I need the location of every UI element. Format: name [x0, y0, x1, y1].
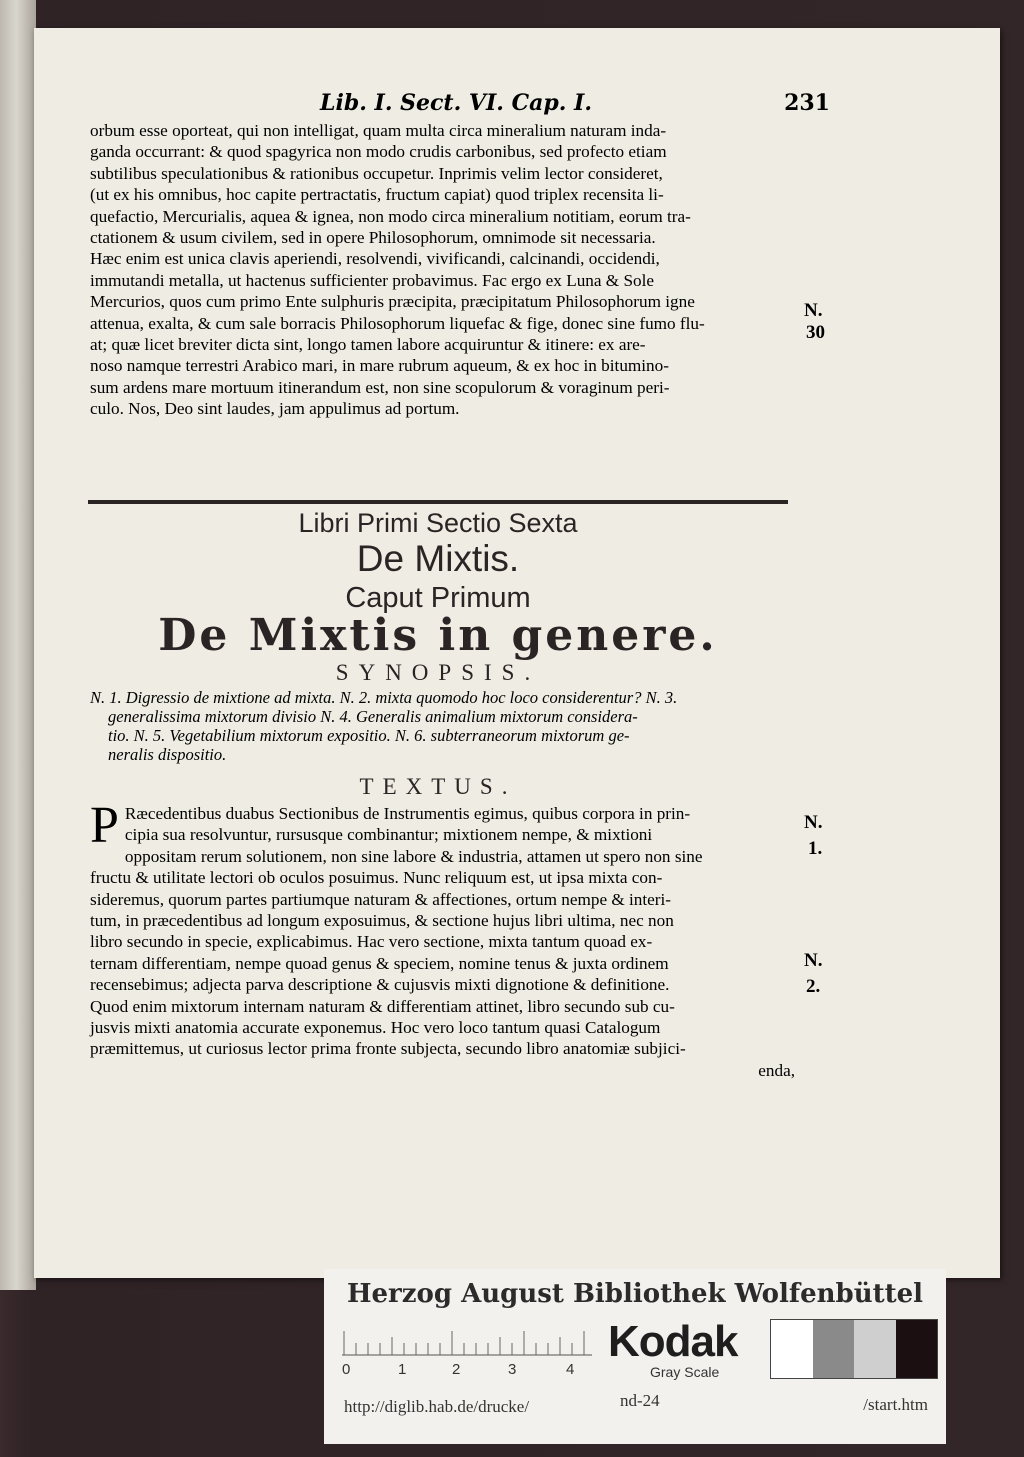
text-line: ctationem & usum civilem, sed in opere Philosophorum, omnimode sit necessaria. [90, 228, 656, 248]
gray-patch [896, 1320, 938, 1378]
book-page-edge [0, 0, 36, 1290]
text-line: noso namque terrestri Arabico mari, in mare rubrum aqueum, & ex hoc in bitumino- [90, 356, 669, 376]
section-divider [88, 500, 788, 504]
text-line: subtilibus speculationibus & rationibus occupetur. Inprimis velim lector consideret, [90, 163, 663, 183]
text-line: cipia sua resolvuntur, rursusque combinantur; mixtionem nempe, & mixtioni [124, 825, 653, 845]
text-line: fructu & utilitate lectori ob oculos posuimus. Nunc reliquum est, ut ipsa mixta con- [90, 868, 663, 888]
section-title: De Mixtis. [356, 538, 520, 579]
text-line: ganda occurrant: & quod spagyrica non modo crudis carbonibus, sed profecto etiam [90, 142, 667, 162]
running-head-title: Lib. I. Sect. VI. Cap. I. [320, 90, 592, 116]
synopsis [90, 688, 795, 764]
text-line: sideremus, quorum partes partiumque naturam & affectiones, ortum nempe & interi- [90, 889, 672, 909]
text-line: (ut ex his omnibus, hoc capite pertractatis, fructum capiat) quod triplex recensita li- [90, 185, 664, 205]
text-line: oppositam rerum solutionem, non sine labore & industria, attamen ut spero non sine [124, 846, 703, 866]
section-heading: Libri Primi Sectio Sexta [298, 508, 578, 538]
margin-note: 30 [806, 322, 825, 343]
text-line: Ræcedentibus duabus Sectionibus de Instrumentis egimus, quibus corpora in prin- [124, 804, 691, 823]
margin-note: N. [804, 950, 823, 971]
textus-heading: TEXTUS. [359, 774, 517, 799]
synopsis-line: tio. N. 5. Vegetabilium mixtorum expositio. N. 6. subterraneorum mixtorum ge- [108, 726, 630, 745]
ruler-tick-label: 4 [566, 1361, 575, 1378]
ruler-tick-label: 0 [342, 1361, 351, 1378]
kodak-logo: Kodak [608, 1317, 738, 1366]
synopsis-line: generalissima mixtorum divisio N. 4. Generalis animalium mixtorum considera- [108, 707, 638, 726]
text-line: culo. Nos, Deo sint laudes, jam appulimus ad portum. [90, 399, 460, 419]
text-line: ternam differentiam, nempe quoad genus & speciem, nomine tenus & juxta ordinem [90, 953, 669, 973]
margin-note: N. [804, 812, 823, 833]
gray-scale-patches [770, 1319, 938, 1379]
text-line: at; quæ licet breviter dicta sint, longo tamen labore acquiruntur & itinere: ex are- [90, 335, 646, 355]
synopsis-heading: SYNOPSIS. [335, 660, 541, 685]
measurement-ruler [342, 1327, 592, 1357]
chapter-heading: Caput Primum [345, 582, 531, 614]
text-line: libro secundo in specie, explicabimus. Hac vero sectione, mixta tantum quoad ex- [90, 932, 653, 952]
gray-patch [854, 1320, 896, 1378]
text-line: recensebimus; adjecta parva descriptione & cujusvis mixti dignotione & definitione. [90, 975, 670, 995]
text-block-top [90, 120, 795, 420]
source-url-prefix: http://diglib.hab.de/drucke/ [344, 1397, 530, 1416]
gray-scale-caption: Gray Scale [650, 1364, 720, 1380]
chapter-title: De Mixtis in genere. [158, 610, 718, 661]
synopsis-line: neralis dispositio. [108, 745, 227, 764]
margin-note: 2. [806, 976, 821, 997]
library-name: Herzog August Bibliothek Wolfenbüttel [346, 1279, 924, 1309]
text-line: sum ardens mare mortuum itinerandum est, non sine scopulorum & voraginum peri- [90, 377, 670, 397]
text-line: quefactio, Mercurialis, aquea & ignea, non modo circa mineralium notitiam, eorum tra- [90, 206, 691, 226]
text-line: orbum esse oporteat, qui non intelligat, quam multa circa mineralium naturam inda- [90, 121, 667, 140]
gray-patch [813, 1320, 855, 1378]
text-line: Quod enim mixtorum internam naturam & differentiam attinet, libro secundo sub cu- [90, 996, 675, 1016]
text-line: enda, [758, 1060, 795, 1080]
text-line: attenua, exalta, & cum sale borracis Philosophorum liquefac & fige, donec sine fumo flu- [90, 313, 705, 333]
drop-cap: P [90, 797, 119, 854]
text-line: præmittemus, ut curiosus lector prima fronte subjecta, secundo libro anatomiæ subjici- [90, 1039, 686, 1059]
margin-note: 1. [808, 838, 823, 859]
ruler-tick-label: 3 [508, 1361, 517, 1378]
text-line: tum, in præcedentibus ad longum exposuimus, & sectione hujus libri ultima, nec non [90, 911, 674, 931]
text-line: immutandi metalla, ut hactenus sufficienter probavimus. Fac ergo ex Luna & Sole [90, 270, 655, 290]
synopsis-line: N. 1. Digressio de mixtione ad mixta. N. 2. mixta quomodo hoc loco considerentur? N. 3. [90, 688, 678, 707]
text-line: jusvis mixti anatomia accurate exponemus. Hoc vero loco tantum quasi Catalogum [90, 1018, 661, 1038]
margin-note: N. [804, 300, 823, 321]
ruler-tick-label: 1 [398, 1361, 407, 1378]
text-line: Mercurios, quos cum primo Ente sulphuris præcipita, præcipitatum Philosophorum igne [90, 292, 695, 312]
page-number: 231 [784, 90, 830, 116]
text-line: Hæc enim est unica clavis aperiendi, resolvendi, vivificandi, calcinandi, occidendi, [90, 249, 660, 269]
gray-patch [771, 1320, 813, 1378]
source-code: nd-24 [620, 1391, 660, 1410]
source-url-suffix: /start.htm [863, 1395, 928, 1414]
library-label-card [324, 1269, 946, 1444]
text-block-main [90, 797, 795, 1081]
ruler-tick-label: 2 [452, 1361, 461, 1378]
